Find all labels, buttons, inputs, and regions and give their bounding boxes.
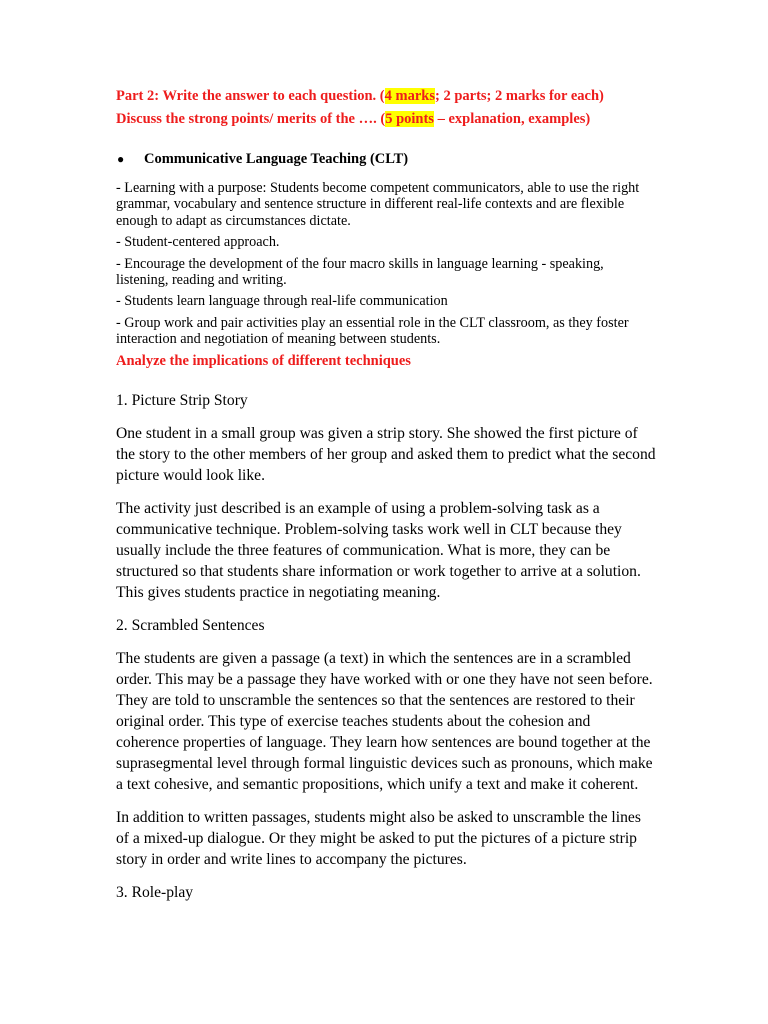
clt-bullet-heading [116,150,656,168]
discuss-suffix: – explanation, examples) [433,111,591,127]
document-page [116,87,656,903]
highlight-marks: 4 marks [384,88,435,104]
section-paragraph: In addition to written passages, students might also be asked to unscramble the lines of a mixed-up dialogue. Or they might be asked to put the pictures of a picture strip story in order and write lines to accompany the pictures. [116,808,641,868]
clt-point: - Encourage the development of the four macro skills in language learning - speaking, listening, reading and writing. [116,255,604,289]
clt-point: - Learning with a purpose: Students become competent communicators, able to use the right grammar, vocabulary and sentence structure in different real-life contexts and are flexible enough to adapt as circumstances dictate. [116,180,640,229]
discuss-prefix: Discuss the strong points/ merits of the …. ( [116,111,386,127]
section-paragraph: The activity just described is an example of using a problem-solving task as a communicative technique. Problem-solving tasks work well in CLT because they usually include the three features of communication. What is more, they can be structured so that students share information or work together to arrive at a solution. This gives students practice in negotiating meaning. [116,499,641,601]
instruction-suffix: ; 2 parts; 2 marks for each) [434,88,604,104]
instruction-line-part2 [116,87,656,105]
section-heading: 3. Role-play [116,883,194,901]
highlight-points: 5 points [385,111,434,127]
clt-point: - Group work and pair activities play an essential role in the CLT classroom, as they foster interaction and negotiation of meaning between students. [116,314,629,348]
instruction-prefix: Part 2: Write the answer to each question. ( [116,88,385,104]
section-paragraph: The students are given a passage (a text) in which the sentences are in a scrambled order. This may be a passage they have worked with or one they have not seen before. They are told to unscramble the sentences so that the sentences are restored to their original order. This type of exercise teaches students about the cohesion and coherence properties of language. They learn how sentences are bound together at the suprasegmental level through formal linguistic devices such as pronouns, which make a text cohesive, and semantic propositions, which unify a text and make it coherent. [116,649,653,793]
clt-point: - Students learn language through real-life communication [116,293,448,310]
section-heading: 1. Picture Strip Story [116,391,248,409]
clt-point: - Student-centered approach. [116,234,280,251]
bullet-icon: ● [117,152,125,166]
section-paragraph: One student in a small group was given a strip story. She showed the first picture of the story to the other members of her group and asked them to predict what the second picture would look like. [116,424,656,484]
section-heading: 2. Scrambled Sentences [116,616,265,634]
clt-title: Communicative Language Teaching (CLT) [144,151,409,167]
analyze-heading: Analyze the implications of different techniques [116,352,411,369]
instruction-line-discuss [116,110,656,128]
